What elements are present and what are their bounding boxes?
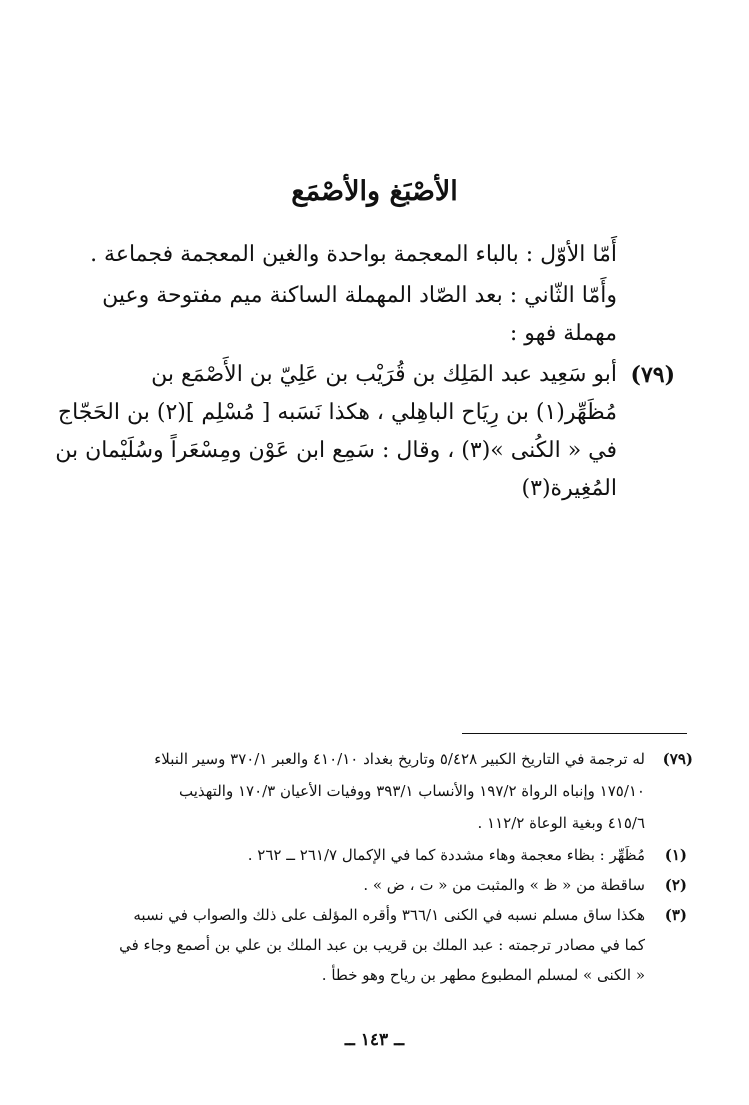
section-title: الأصْبَغ والأصْمَع	[291, 176, 458, 207]
footnote-number: (٢)	[664, 876, 687, 894]
footnote-line: له ترجمة في التاريخ الكبير ٥/٤٢٨ وتاريخ بغداد ٤١٠/١٠ والعبر ٣٧٠/١ وسير النبلاء	[154, 750, 645, 768]
entry-line: في « الكُنى »(٣) ، وقال : سَمِع ابن عَوْن ومِسْعَراً وسُلَيْمان بن	[55, 438, 617, 463]
footnote-line: ساقطة من « ظ » والمثبت من « ت ، ض » .	[363, 876, 645, 894]
entry-number: (٧٩)	[630, 362, 675, 388]
footnote-line: كما في مصادر ترجمته : عبد الملك بن قريب بن عبد الملك بن علي بن أصمع وجاء في	[119, 936, 645, 954]
paragraph-first: أَمّا الأوّل : بالباء المعجمة بواحدة والغين المعجمة فجماعة .	[90, 242, 617, 267]
paragraph-second: وأَمّا الثّاني : بعد الصّاد المهملة الساكنة ميم مفتوحة وعين	[102, 283, 617, 308]
entry-line: المُغِيرة(٣)	[521, 476, 617, 501]
footnote-line: هكذا ساق مسلم نسبه في الكنى ٣٦٦/١ وأقره المؤلف على ذلك والصواب في نسبه	[133, 906, 645, 924]
footnote-line: ١٧٥/١٠ وإنباه الرواة ١٩٧/٢ والأنساب ٣٩٣/١ ووفيات الأعيان ١٧٠/٣ والتهذيب	[178, 782, 645, 800]
footnote-line: ٤١٥/٦ وبغية الوعاة ١١٢/٢ .	[477, 814, 645, 832]
footnote-number: (٣)	[664, 906, 687, 924]
page-number: ــ ١٤٣ ــ	[344, 1030, 405, 1050]
footnote-separator	[462, 733, 687, 734]
footnote-line: مُظَهِّر : بظاء معجمة وهاء مشددة كما في الإكمال ٢٦١/٧ ــ ٢٦٢ .	[247, 846, 645, 864]
paragraph-second-continued: مهملة فهو :	[509, 321, 617, 346]
entry-line: أبو سَعِيد عبد المَلِك بن قُرَيْب بن عَلِيّ بن الأَصْمَع بن	[151, 362, 617, 387]
footnote-line: « الكنى » لمسلم المطبوع مطهر بن رياح وهو خطأ .	[321, 966, 645, 984]
footnote-number: (١)	[664, 846, 687, 864]
entry-line: مُظَهِّر(١) بن رِيَاح الباهِلي ، هكذا نَسَبه [ مُسْلِم ](٢) بن الحَجّاج	[57, 400, 617, 425]
footnote-number: (٧٩)	[662, 750, 693, 768]
